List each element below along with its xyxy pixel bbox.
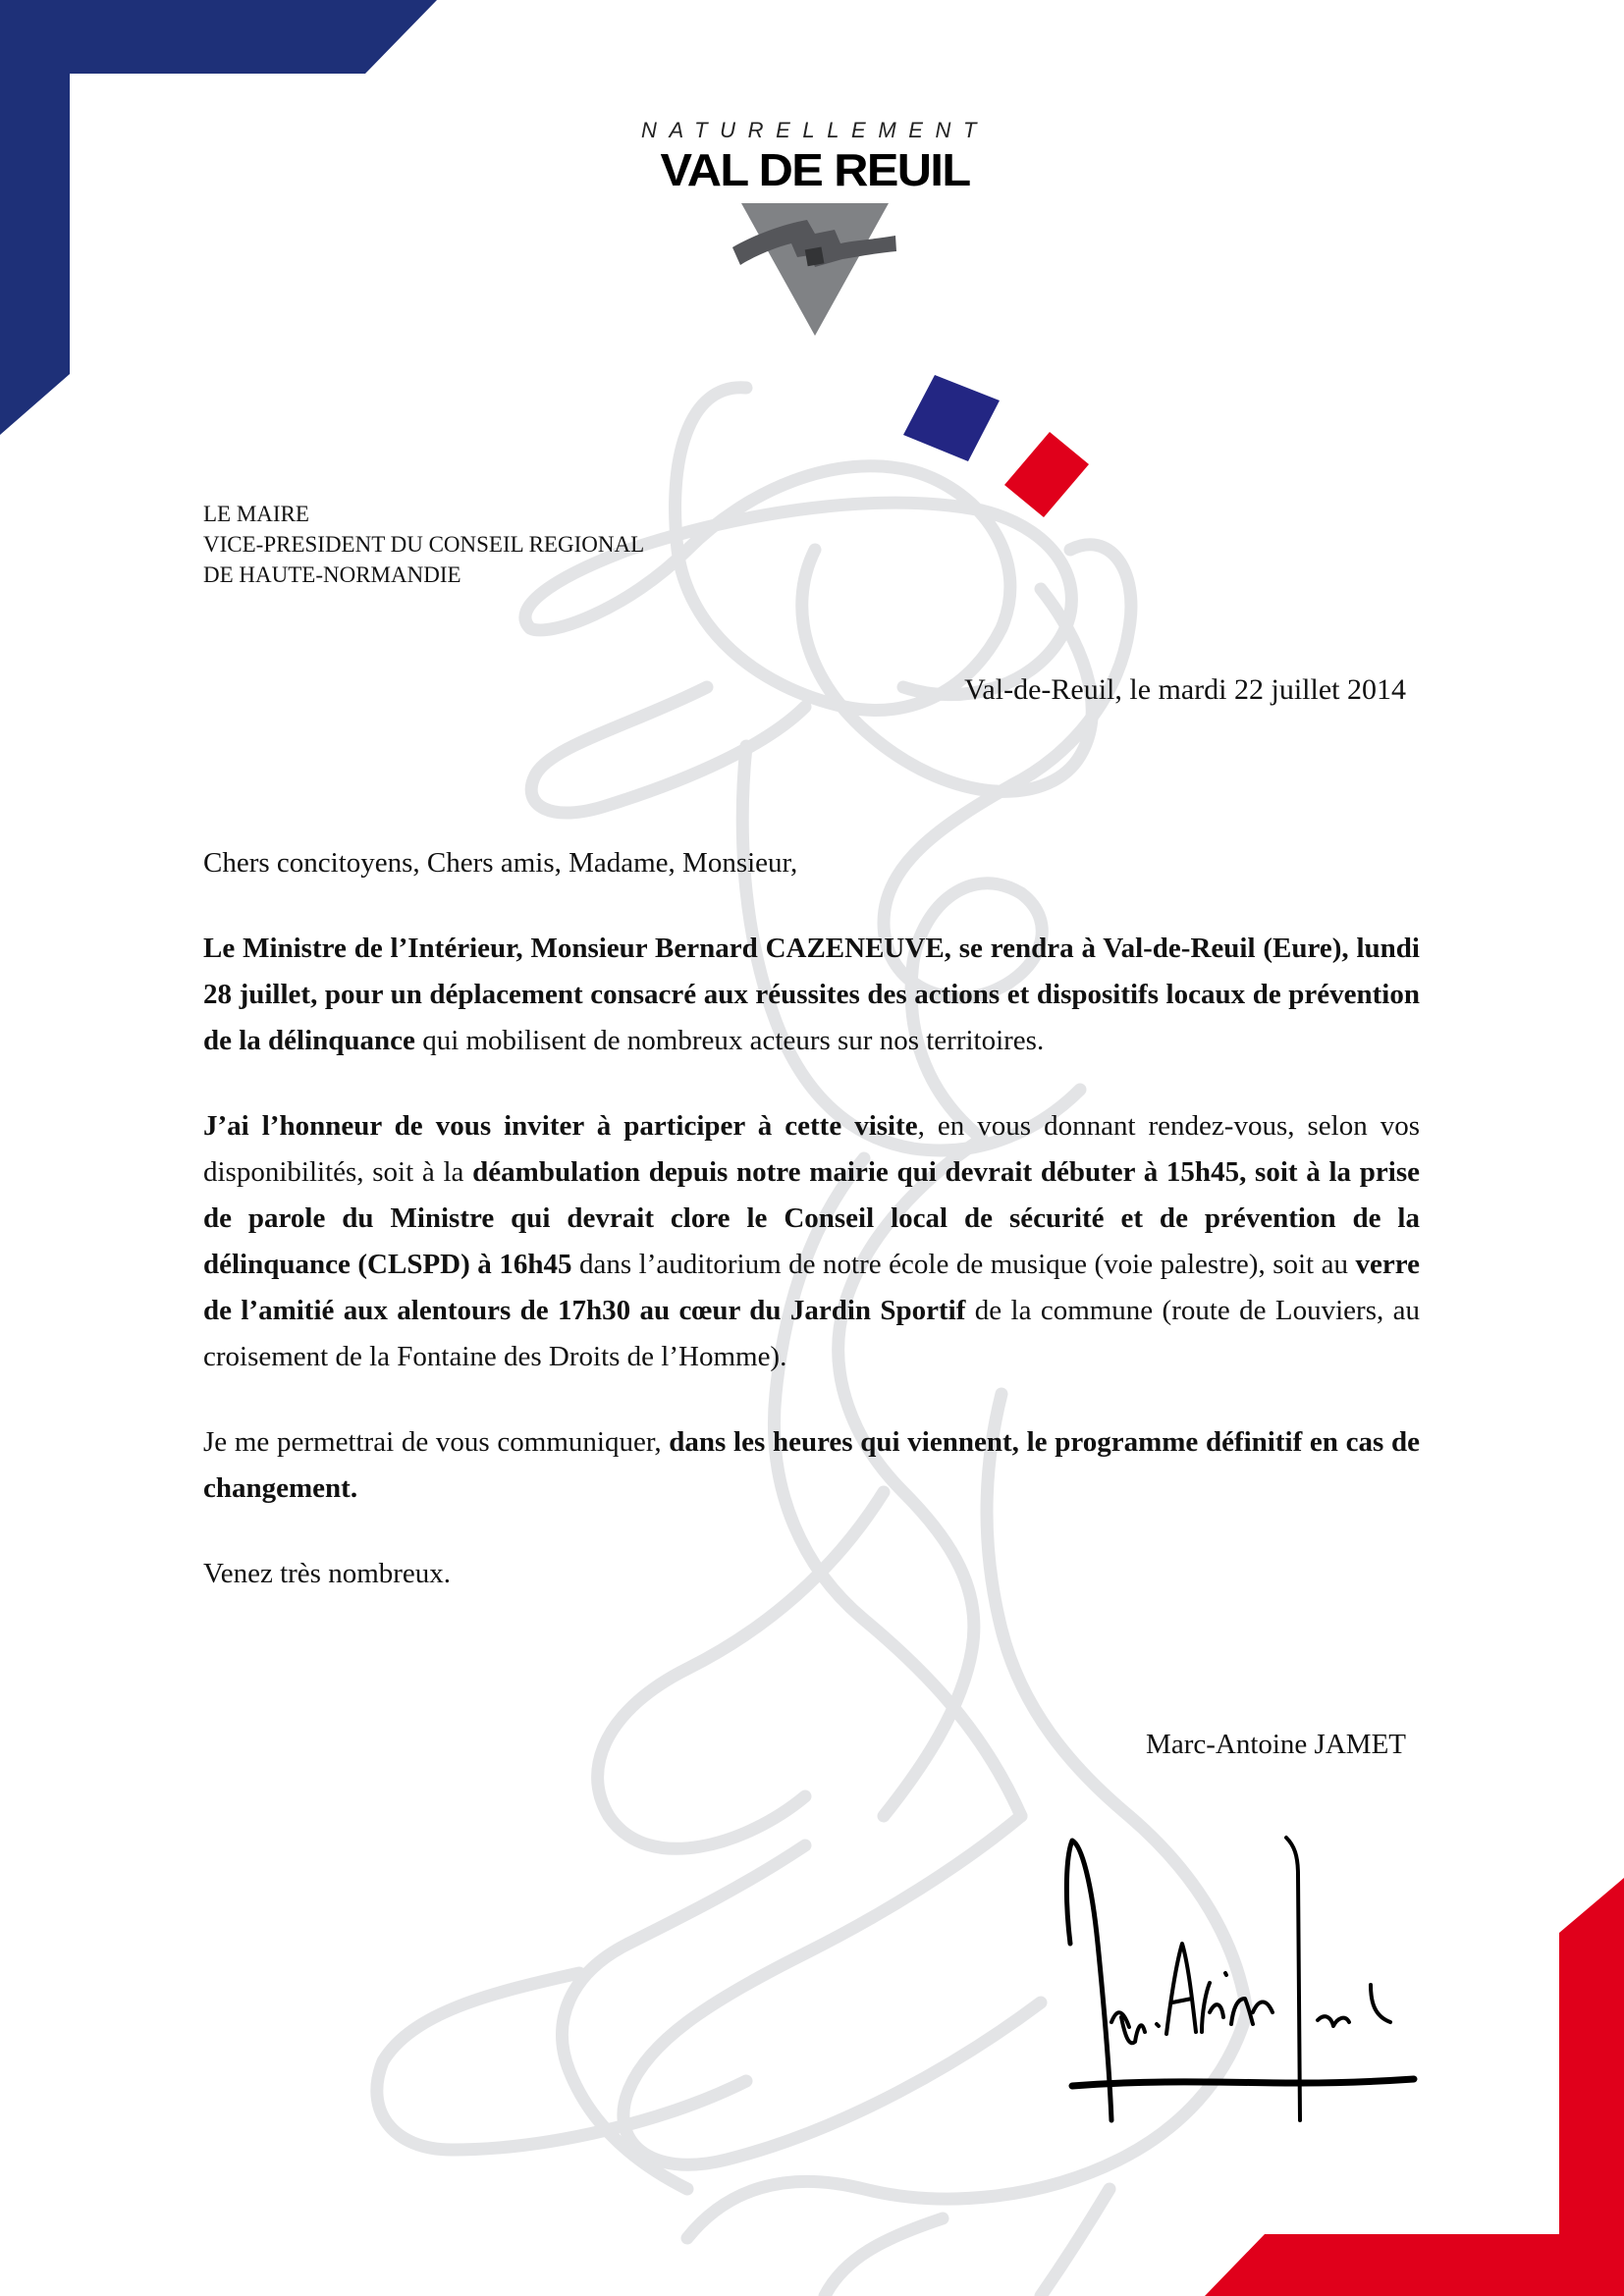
text-segment-bold: Le Ministre de l’Intérieur, Monsieur Bernard CAZENEUVE, se rendra à Val-de-Reuil (Eure), lundi 28 juillet, pour un déplacement consacré aux réussites des actions et dispositifs locaux de prévention de la délinquance (203, 933, 1420, 1056)
sender-block (203, 499, 644, 590)
text-segment-bold: J’ai l’honneur de vous inviter à participer à cette visite (203, 1110, 918, 1142)
salutation: Chers concitoyens, Chers amis, Madame, Monsieur, (203, 847, 798, 879)
sender-line: DE HAUTE-NORMANDIE (203, 562, 461, 587)
text-segment: dans l’auditorium de notre école de musique (voie palestre), soit au (571, 1249, 1356, 1280)
text-segment: Je me permettrai de vous communiquer, (203, 1426, 670, 1458)
text-segment: qui mobilisent de nombreux acteurs sur nos territoires. (414, 1025, 1045, 1056)
logo-tagline: NATURELLEMENT (640, 118, 990, 142)
paragraph (203, 1551, 1420, 1597)
date-line: Val-de-Reuil, le mardi 22 juillet 2014 (964, 673, 1406, 706)
blue-corner-shape (0, 0, 437, 435)
paragraph (203, 1419, 1420, 1512)
text-segment-bold: verre de l’amitié aux alentours de 17h30 au cœur du Jardin Sportif (203, 1249, 1420, 1326)
logo-name: VAL DE REUIL (660, 144, 970, 195)
logo-triangle-icon (727, 196, 903, 344)
paragraph (203, 926, 1420, 1064)
signer-name: Marc-Antoine JAMET (1146, 1729, 1406, 1760)
logo-square (805, 247, 825, 267)
letter-body (203, 840, 1420, 1636)
text-segment-bold: dans les heures qui viennent, le programme définitif en cas de changement. (203, 1426, 1420, 1504)
signature-strokes (1066, 1838, 1414, 2120)
paragraph (203, 1103, 1420, 1380)
sender-line: LE MAIRE (203, 502, 309, 526)
sender-line: VICE-PRESIDENT DU CONSEIL REGIONAL (203, 532, 645, 557)
text-segment-bold: déambulation depuis notre mairie qui devrait débuter à 15h45, soit à la prise de parole du Ministre qui devrait clore le Conseil local de sécurité et de prévention de la délinquance (CLSPD) à 16h45 (203, 1156, 1420, 1280)
text-segment: Venez très nombreux. (203, 1558, 452, 1589)
tricolor-flag-icon (884, 353, 1090, 520)
flag-blue-rect (903, 375, 1000, 461)
flag-red-rect (1004, 432, 1089, 517)
text-segment: de la commune (route de Louviers, au croisement de la Fontaine des Droits de l’Homme). (203, 1295, 1420, 1372)
text-segment: , en vous donnant rendez-vous, selon vos disponibilités, soit à la (203, 1110, 1420, 1188)
handwritten-signature (1041, 1816, 1443, 2160)
logo-triangle (741, 203, 889, 336)
